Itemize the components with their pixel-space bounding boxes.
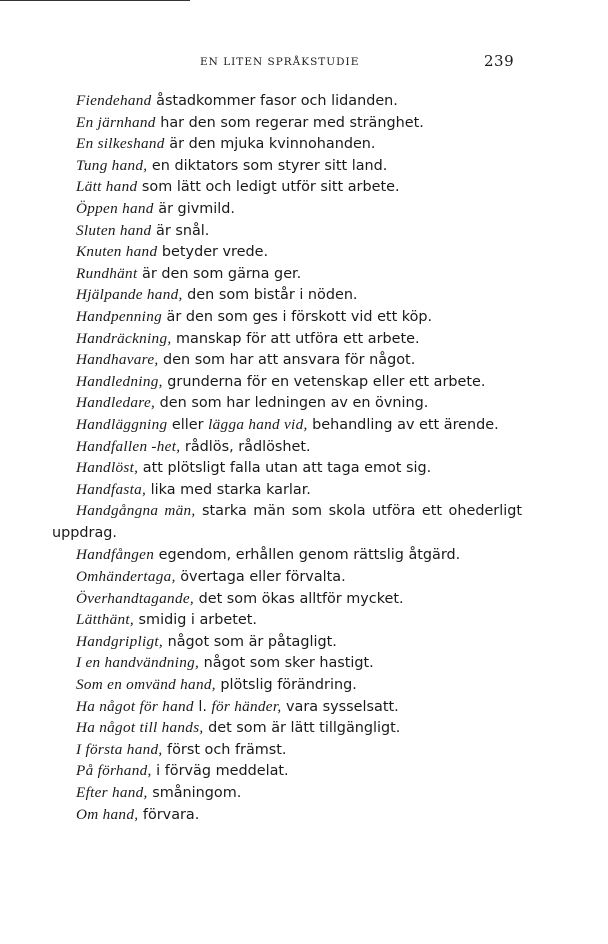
entry-term: Handledning, [76,372,163,390]
entry-line [52,328,522,350]
entry-definition: grunderna för en vetenskap eller ett arbete. [162,373,486,390]
entry-definition: det som är lätt tillgängligt. [203,720,401,737]
entry-line [52,284,522,306]
entry-term: Sluten hand [76,221,152,239]
entry-term: I en handvändning, [76,654,200,672]
entry-line [52,674,522,696]
entry-definition: i förväg meddelat. [151,763,289,780]
entry-definition: lika med starka karlar. [146,481,311,498]
entry-definition: smidig i arbetet. [133,612,257,629]
entry-definition: har den som regerar med stränghet. [155,114,424,131]
entry-term: En silkeshand [76,135,165,153]
entry-connector: eller [167,416,209,433]
entry-line [52,804,522,826]
entry-term: Som en omvänd hand, [76,676,216,694]
entry-line [52,220,522,242]
entry-term: Handräckning, [76,329,172,347]
entry-line [52,198,522,220]
entry-term-alt: för händer, [211,697,282,715]
entry-definition: den som har ledningen av en övning. [155,395,429,412]
entry-definition: är den mjuka kvinnohanden. [164,136,376,153]
entry-definition: manskap för att utföra ett arbete. [171,330,420,347]
entry-line [52,760,522,782]
entry-definition: vara sysselsatt. [281,698,399,715]
entry-line [52,414,522,436]
entry-line [52,609,522,631]
entry-definition: plötslig förändring. [215,677,357,694]
entry-term-alt: lägga hand vid, [208,415,308,433]
entry-line [52,652,522,674]
entry-term: Handfallen -het, [76,437,181,455]
entry-term: Omhändertaga, [76,568,176,586]
entry-term: Handfången [76,546,155,564]
entry-line [52,782,522,804]
entry-definition: det som ökas alltför mycket. [194,590,404,607]
entry-line [52,306,522,328]
entry-line [52,155,522,177]
entry-line [52,717,522,739]
entry-term: På förhand, [76,762,152,780]
entry-definition: är snål. [151,222,210,239]
entry-line [52,479,522,501]
entry-definition: den som bistår i nöden. [182,287,358,304]
entry-term: Efter hand, [76,784,148,801]
entry-line [52,500,522,544]
entry-line [52,112,522,134]
entry-term: Handpenning [76,307,162,325]
entry-list [52,90,522,825]
entry-line [52,90,522,112]
entry-line [52,739,522,761]
top-edge-rule [0,0,190,1]
entry-line [52,436,522,458]
entry-definition: en diktators som styrer sitt land. [147,157,388,174]
entry-definition: övertaga eller förvalta. [175,569,346,586]
entry-definition: egendom, erhållen genom rättslig åtgärd. [154,547,461,564]
entry-line [52,696,522,718]
entry-term: Handfasta, [76,480,147,498]
entry-term: Rundhänt [76,264,138,282]
entry-definition: den som har att ansvara för något. [158,352,416,369]
entry-term: Handhavare, [76,351,159,369]
entry-term: Överhandtagande, [76,589,194,607]
entry-definition: rådlös, rådlöshet. [180,438,311,455]
entry-definition: något som sker hastigt. [199,655,374,672]
entry-connector: l. [193,698,212,715]
entry-line [52,544,522,566]
entry-term: Tung hand, [76,156,148,174]
entry-term: Fiendehand [76,92,152,109]
entry-line [52,457,522,479]
entry-term: I första hand, [76,740,163,758]
entry-definition: starka män som skola utföra ett ohederligt uppdrag. [52,503,522,541]
entry-line [52,263,522,285]
entry-term: Handledare, [76,394,156,412]
entry-term: Hjälpande hand, [76,286,183,304]
entry-term: Lätt hand [76,178,138,196]
page-header [0,50,608,74]
entry-line [52,349,522,371]
entry-definition: småningom. [147,785,242,801]
entry-term: Handläggning [76,415,168,433]
entry-line [52,631,522,653]
entry-term: Lätthänt, [76,611,134,629]
entry-definition: är givmild. [153,200,235,217]
running-title: EN LITEN SPRÅKSTUDIE [200,56,360,68]
entry-line [52,588,522,610]
entry-term: En järnhand [76,113,156,131]
entry-definition: är den som gärna ger. [137,265,302,282]
entry-line [52,566,522,588]
entry-definition: åstadkommer fasor och lidanden. [151,93,398,109]
entry-definition: förvara. [138,806,200,823]
entry-term: Om hand, [76,805,139,823]
entry-definition: något som är påtagligt. [163,633,337,650]
entry-term: Handgångna män, [76,502,196,520]
entry-line [52,371,522,393]
entry-definition: betyder vrede. [157,244,269,261]
entry-term: Knuten hand [76,243,158,261]
entry-line [52,176,522,198]
entry-definition: först och främst. [162,741,287,758]
entry-definition: är den som ges i förskott vid ett köp. [161,308,433,325]
entry-line [52,133,522,155]
entry-line [52,241,522,263]
entry-term: Ha något till hands, [76,719,204,737]
entry-term: Ha något för hand [76,697,194,715]
entry-term: Öppen hand [76,199,154,217]
page-number: 239 [484,52,515,70]
entry-term: Handlöst, [76,459,139,477]
entry-line [52,392,522,414]
entry-term: Handgripligt, [76,632,164,650]
entry-definition: som lätt och ledigt utför sitt arbete. [137,179,400,196]
entry-definition: att plötsligt falla utan att taga emot sig. [138,460,432,477]
entry-definition: behandling av ett ärende. [307,416,499,433]
